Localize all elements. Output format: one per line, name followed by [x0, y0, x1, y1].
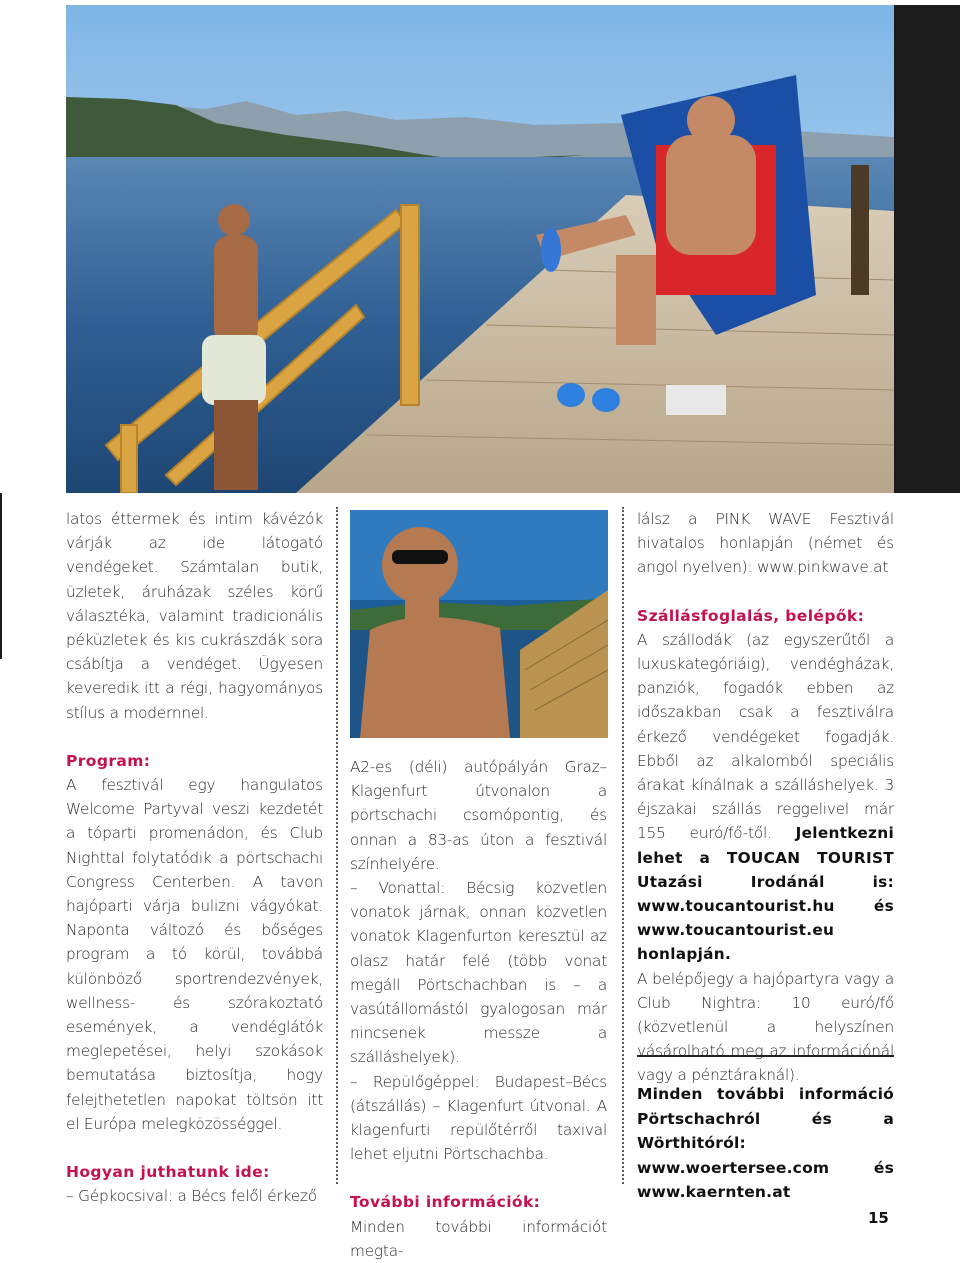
- portrait-photo: [350, 510, 608, 738]
- lodging-heading: Szállásfoglalás, belépők:: [637, 606, 865, 625]
- left-edge-bar: [0, 493, 2, 659]
- column-separator-2: [622, 507, 624, 1184]
- getting-there-heading: Hogyan juthatunk ide:: [66, 1163, 270, 1182]
- footer-info-box: Minden további információ Pörtschachról és a Wörthitóról: www.woertersee.com és www.kaernten.at: [637, 1085, 894, 1201]
- getting-there-text: – Gépkocsival: a Bécs felől érkező: [66, 1187, 317, 1206]
- more-info-heading: További információk:: [350, 1193, 541, 1212]
- column-2: [350, 755, 607, 1263]
- program-heading: Program:: [66, 751, 151, 770]
- info-divider: [637, 1055, 894, 1057]
- more-info-text: Minden további információt megta-: [350, 1217, 607, 1260]
- lake-jetty-illustration: [66, 5, 894, 493]
- lodging-paragraph: A szállodák (az egyszerűtől a luxuskategóriáig), vendégházak, panziók, fogadók ebben az időszakban csak a fesztiválra érkező vendégeket fogadják. Ebből az alkalomból speciális árakat kínálnak a szálláshelyek. 3 éjszakai szállás reggelivel már 155 euró/fő-től.: [637, 630, 894, 843]
- plane-paragraph: – Repülőgéppel: Budapest–Bécs (átszállás) – Klagenfurt útvonal. A klagenfurti repülőtérről taxival lehet eljutni Pörtschachba.: [350, 1072, 607, 1164]
- column-separator-1: [336, 507, 338, 1184]
- road-paragraph: A2-es (déli) autópályán Graz–Klagenfurt útvonalon a pörtschachi csomópontig, és onnan a 83-as úton a fesztivál színhelyére.: [350, 758, 607, 873]
- intro-paragraph: latos éttermek és intim kávézók várják az ide látogató vendégeket. Számtalan butik, üzletek, áruházak széles körű választéka, valamint tradicionális péküzletek és kis cukrászdák sora csábítja a vendéget. Ügyesen keveredik itt a régi, hagyományos stílus a modernnel.: [66, 510, 323, 722]
- column-1: [66, 507, 323, 1208]
- black-margin-block: [894, 5, 960, 493]
- page-number: 15: [868, 1209, 889, 1227]
- train-paragraph: – Vonattal: Bécsig közvetlen vonatok járnak, onnan közvetlen vonatok Klagenfurton keresztül az olasz határ felé (több vonat megáll Pörtschachban is – a vasútállomástól gyalogosan már nincsenek messze a szálláshelyek).: [350, 879, 607, 1067]
- pinkwave-paragraph: lálsz a PINK WAVE Fesztivál hivatalos honlapján (német és angol nyelven): www.pinkwave.at: [637, 510, 894, 577]
- column-3: [637, 507, 894, 1088]
- program-paragraph: A fesztivál egy hangulatos Welcome Partyval veszi kezdetét a tóparti promenádon, és Club Nighttal folytatódik a pörtschachi Congress Centerben. A tavon hajóparti várja bulizni vágyókat. Naponta változó és bőséges program a tó körül, továbbá különböző sportrendezvények, wellness- és szórakoztató események, a vendéglátók meglepetései, helyi szokások bemutatása biztosítja, hogy felejthetetlen napokat töltsön itt el Európa melegközösséggel.: [66, 776, 323, 1133]
- travel-agency-note: Jelentkezni lehet a TOUCAN TOURIST Utazási Irodánál is: www.toucantourist.hu és www.toucantourist.eu honlapján.: [637, 824, 894, 964]
- man-sunglasses-illustration: [350, 510, 608, 738]
- main-photo: [66, 5, 894, 493]
- entry-paragraph: A belépőjegy a hajópartyra vagy a Club Nightra: 10 euró/fő (közvetlenül a helyszínen vásárolható meg az információnál vagy a pénztáraknál).: [637, 969, 894, 1085]
